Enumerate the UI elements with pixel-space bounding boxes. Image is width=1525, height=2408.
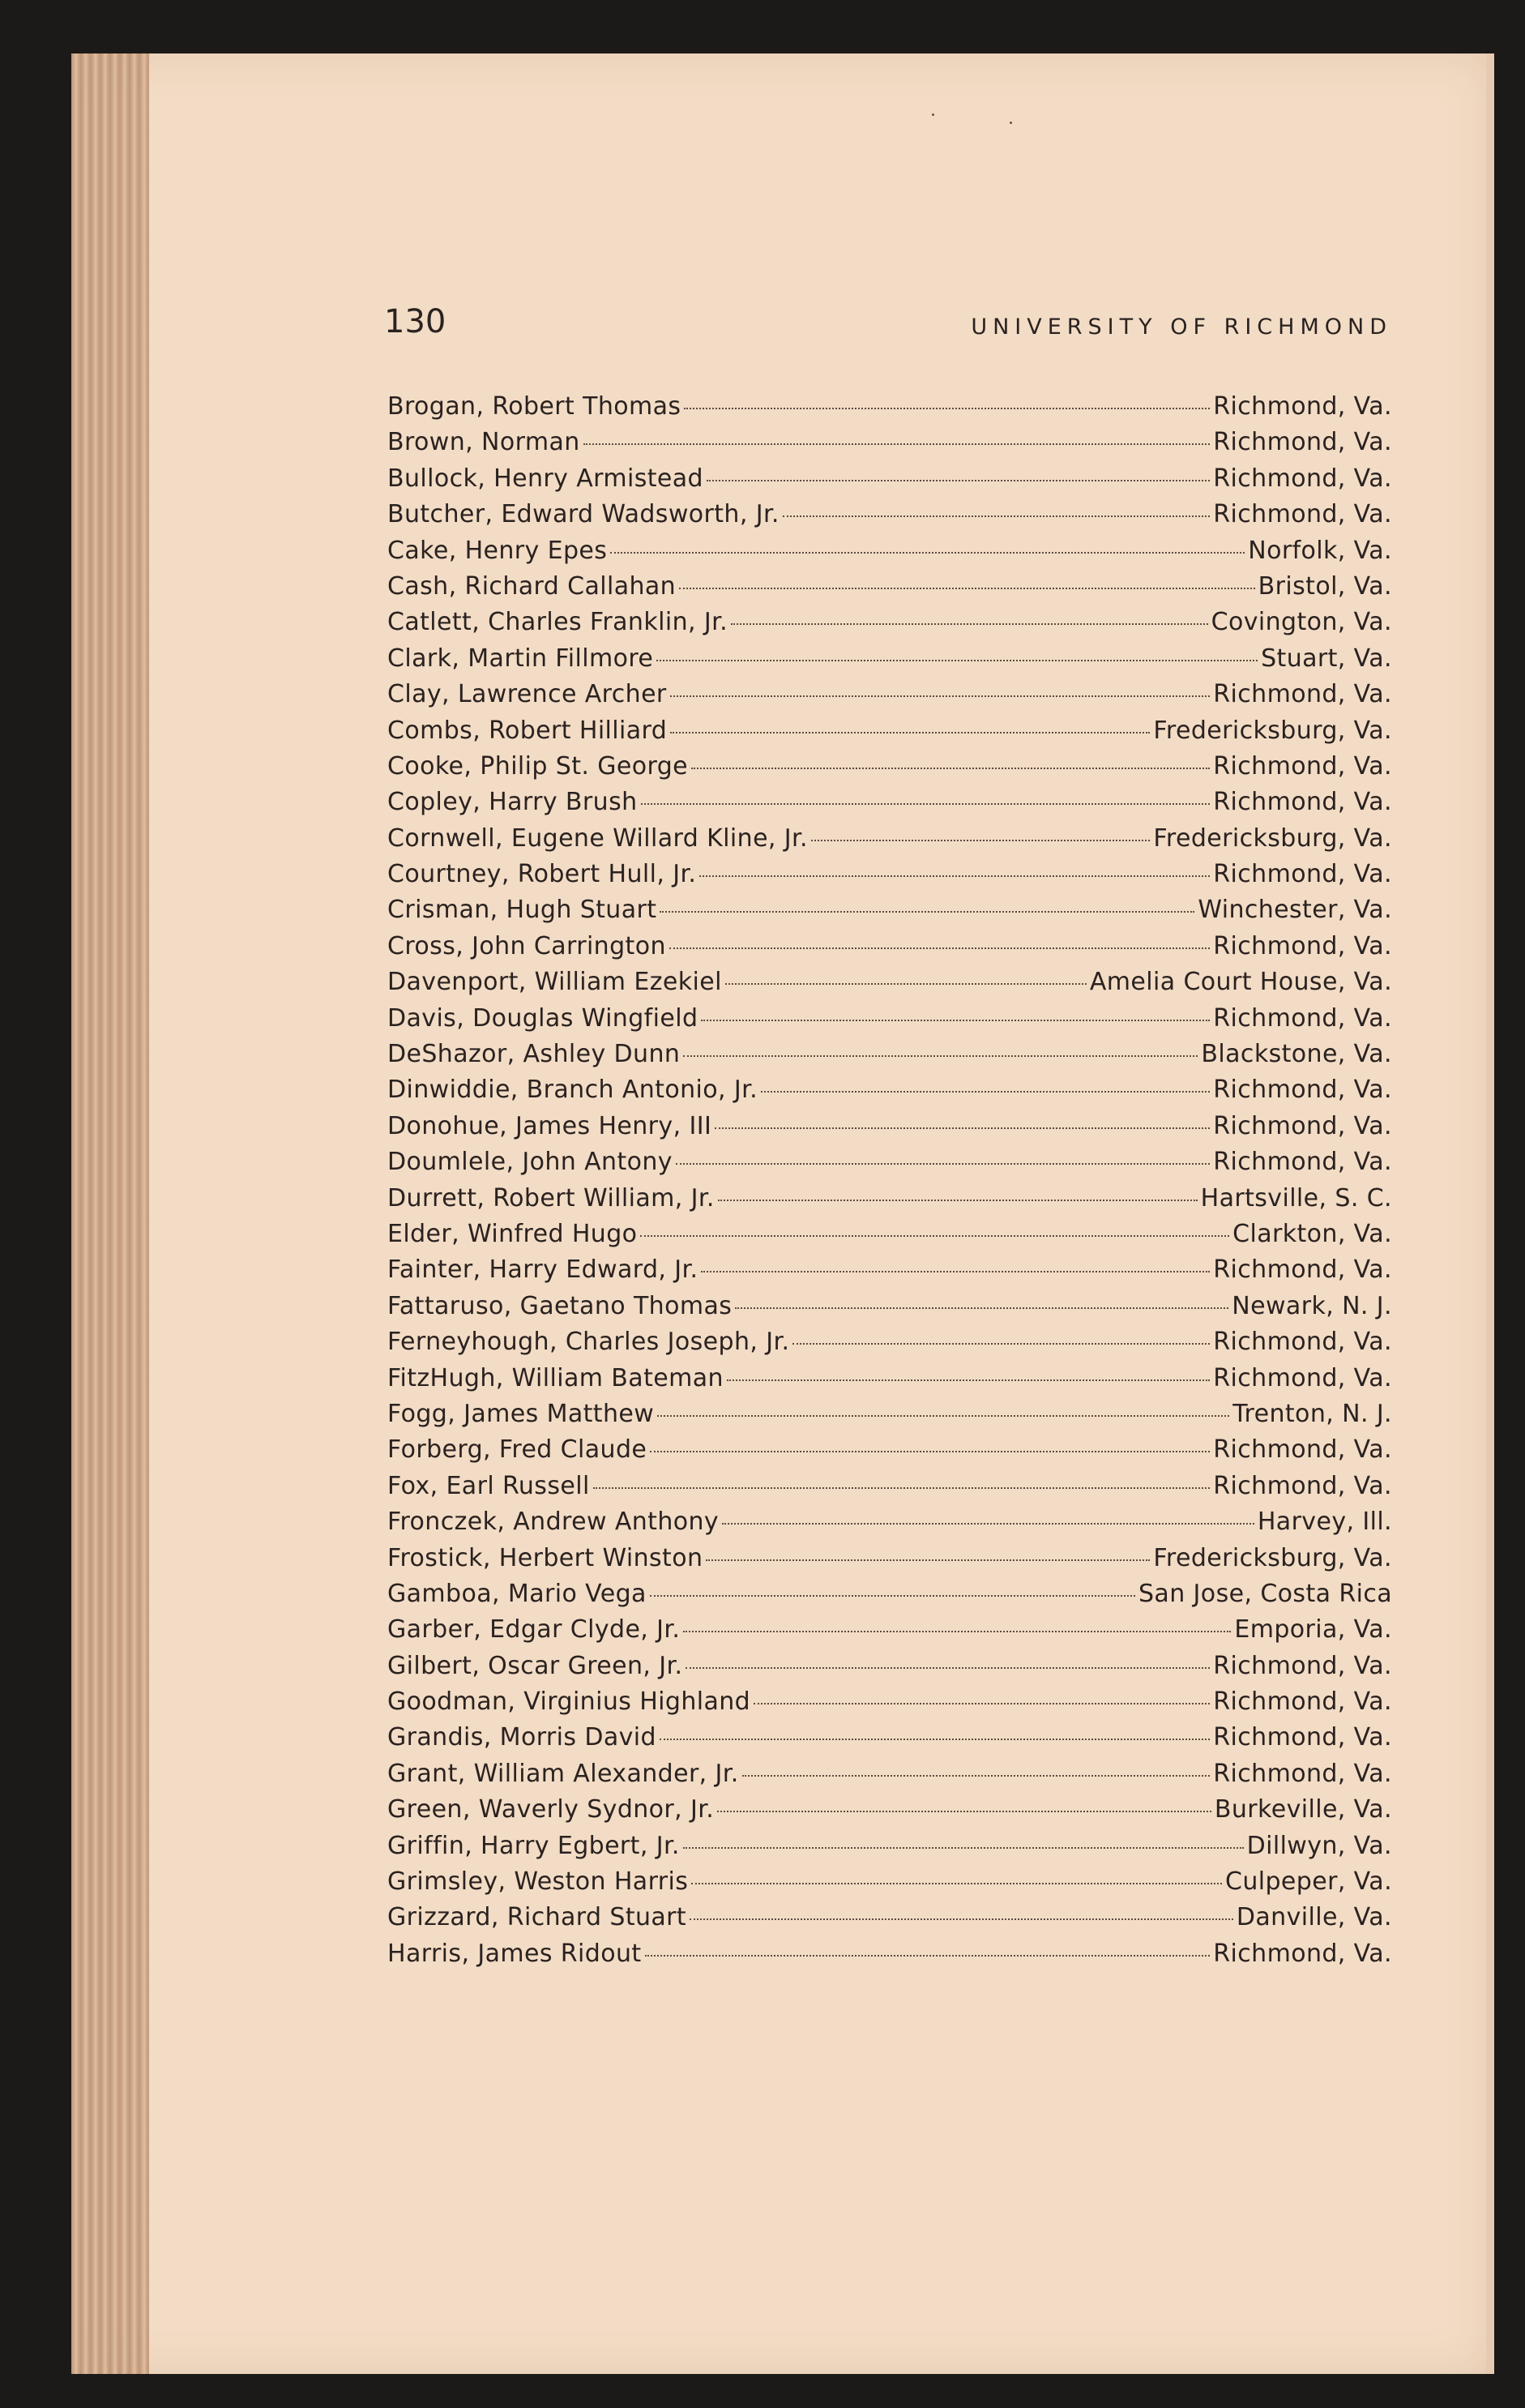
roster-entry <box>387 716 1392 752</box>
dot-leader <box>690 1918 1233 1920</box>
roster-entry <box>387 1220 1392 1255</box>
dot-leader <box>742 1775 1211 1777</box>
hometown: Norfolk, Va. <box>1248 536 1392 565</box>
hometown: Trenton, N. J. <box>1232 1399 1392 1428</box>
student-name: Fogg, James Matthew <box>387 1399 655 1428</box>
dot-leader <box>610 552 1245 554</box>
dot-leader <box>660 1739 1210 1740</box>
student-name: Durrett, Robert William, Jr. <box>387 1183 715 1213</box>
roster-entry <box>387 1940 1392 1975</box>
student-name: Fronczek, Andrew Anthony <box>387 1508 720 1537</box>
hometown: Clarkton, Va. <box>1232 1219 1392 1248</box>
dot-leader <box>706 1559 1150 1561</box>
student-roster <box>387 392 1392 1975</box>
hometown: Richmond, Va. <box>1213 860 1392 889</box>
dot-leader <box>660 911 1194 913</box>
page-edge-stack <box>71 53 149 2374</box>
dot-leader <box>684 408 1210 409</box>
roster-entry <box>387 572 1392 608</box>
hometown: Richmond, Va. <box>1213 428 1392 457</box>
student-name: Harris, James Ridout <box>387 1939 642 1968</box>
roster-entry <box>387 428 1392 464</box>
roster-entry <box>387 1004 1392 1040</box>
hometown: Richmond, Va. <box>1213 788 1392 817</box>
student-name: Cornwell, Eugene Willard Kline, Jr. <box>387 823 808 853</box>
hometown: Richmond, Va. <box>1213 1255 1392 1285</box>
dot-leader <box>717 1811 1211 1812</box>
dot-leader <box>645 1955 1211 1957</box>
dot-leader <box>650 1595 1135 1597</box>
hometown: Winchester, Va. <box>1198 896 1392 925</box>
roster-entry <box>387 500 1392 536</box>
hometown: Richmond, Va. <box>1213 464 1392 493</box>
hometown: Richmond, Va. <box>1213 1723 1392 1752</box>
student-name: Ferneyhough, Charles Joseph, Jr. <box>387 1328 790 1357</box>
roster-entry <box>387 824 1392 860</box>
dot-leader <box>691 768 1210 769</box>
student-name: Green, Waverly Sydnor, Jr. <box>387 1795 715 1824</box>
hometown: Richmond, Va. <box>1213 392 1392 421</box>
hometown: Richmond, Va. <box>1213 1076 1392 1105</box>
dot-leader <box>670 732 1150 734</box>
roster-entry <box>387 608 1392 644</box>
student-name: Brown, Norman <box>387 428 580 457</box>
roster-entry <box>387 1832 1392 1867</box>
hometown: Blackstone, Va. <box>1201 1040 1392 1069</box>
page-header <box>384 303 1392 352</box>
hometown: Danville, Va. <box>1236 1903 1392 1932</box>
dot-leader <box>683 1847 1244 1849</box>
student-name: Fainter, Harry Edward, Jr. <box>387 1255 698 1285</box>
hometown: Bristol, Va. <box>1258 571 1392 601</box>
student-name: Catlett, Charles Franklin, Jr. <box>387 608 728 637</box>
roster-entry <box>387 680 1392 716</box>
student-name: Bullock, Henry Armistead <box>387 464 703 493</box>
dot-leader <box>783 515 1210 517</box>
paper-speck <box>1010 122 1012 124</box>
roster-entry <box>387 752 1392 788</box>
hometown: Fredericksburg, Va. <box>1153 823 1392 853</box>
hometown: Amelia Court House, Va. <box>1089 968 1392 997</box>
roster-entry <box>387 896 1392 931</box>
roster-entry <box>387 1795 1392 1831</box>
dot-leader <box>707 480 1210 481</box>
student-name: Combs, Robert Hilliard <box>387 716 668 745</box>
hometown: Culpeper, Va. <box>1224 1867 1392 1897</box>
dot-leader <box>683 1631 1231 1632</box>
dot-leader <box>679 588 1255 589</box>
roster-entry <box>387 1076 1392 1111</box>
dot-leader <box>657 1415 1229 1417</box>
hometown: San Jose, Costa Rica <box>1138 1579 1392 1608</box>
dot-leader <box>670 695 1211 697</box>
hometown: Stuart, Va. <box>1261 644 1392 673</box>
student-name: Griffin, Harry Egbert, Jr. <box>387 1831 680 1860</box>
dot-leader <box>650 1451 1210 1452</box>
dot-leader <box>701 1271 1210 1272</box>
student-name: Clark, Martin Fillmore <box>387 644 654 673</box>
student-name: Forberg, Fred Claude <box>387 1435 647 1465</box>
dot-leader <box>656 660 1258 661</box>
student-name: Garber, Edgar Clyde, Jr. <box>387 1615 681 1645</box>
roster-entry <box>387 1723 1392 1759</box>
student-name: Gilbert, Oscar Green, Jr. <box>387 1651 683 1680</box>
hometown: Richmond, Va. <box>1213 751 1392 781</box>
roster-entry <box>387 1112 1392 1148</box>
dot-leader <box>641 803 1211 805</box>
running-title: UNIVERSITY OF RICHMOND <box>971 314 1392 340</box>
hometown: Richmond, Va. <box>1213 1651 1392 1680</box>
hometown: Richmond, Va. <box>1213 1111 1392 1140</box>
roster-entry <box>387 1760 1392 1795</box>
student-name: Elder, Winfred Hugo <box>387 1219 638 1248</box>
dot-leader <box>792 1343 1210 1345</box>
student-name: Doumlele, John Antony <box>387 1148 673 1177</box>
student-name: Fattaruso, Gaetano Thomas <box>387 1291 733 1320</box>
roster-entry <box>387 932 1392 968</box>
roster-entry <box>387 537 1392 572</box>
roster-entry <box>387 1687 1392 1723</box>
roster-entry <box>387 1615 1392 1651</box>
hometown: Richmond, Va. <box>1213 1328 1392 1357</box>
student-name: Grizzard, Richard Stuart <box>387 1903 687 1932</box>
roster-entry <box>387 1148 1392 1183</box>
dot-leader <box>691 1883 1222 1884</box>
hometown: Fredericksburg, Va. <box>1153 716 1392 745</box>
dot-leader <box>725 983 1087 985</box>
hometown: Covington, Va. <box>1211 608 1392 637</box>
hometown: Richmond, Va. <box>1213 1003 1392 1033</box>
roster-entry <box>387 788 1392 823</box>
page-right-edge <box>1486 53 1494 2374</box>
roster-entry <box>387 1867 1392 1903</box>
hometown: Richmond, Va. <box>1213 1939 1392 1968</box>
dot-leader <box>722 1523 1254 1525</box>
roster-entry <box>387 1184 1392 1220</box>
hometown: Fredericksburg, Va. <box>1153 1543 1392 1572</box>
dot-leader <box>735 1307 1228 1309</box>
paper-speck <box>932 113 934 116</box>
student-name: Cooke, Philip St. George <box>387 751 689 781</box>
hometown: Richmond, Va. <box>1213 680 1392 709</box>
dot-leader <box>686 1667 1210 1669</box>
roster-entry <box>387 1652 1392 1687</box>
student-name: Grimsley, Weston Harris <box>387 1867 689 1897</box>
student-name: Gamboa, Mario Vega <box>387 1579 647 1608</box>
student-name: Grandis, Morris David <box>387 1723 656 1752</box>
student-name: Fox, Earl Russell <box>387 1471 590 1500</box>
dot-leader <box>715 1127 1210 1129</box>
roster-entry <box>387 1472 1392 1508</box>
roster-entry <box>387 464 1392 500</box>
dot-leader <box>718 1200 1198 1201</box>
dot-leader <box>676 1163 1210 1165</box>
student-name: DeShazor, Ashley Dunn <box>387 1040 681 1069</box>
roster-entry <box>387 1328 1392 1363</box>
student-name: Copley, Harry Brush <box>387 788 638 817</box>
hometown: Richmond, Va. <box>1213 500 1392 529</box>
student-name: Donohue, James Henry, III <box>387 1111 712 1140</box>
student-name: Brogan, Robert Thomas <box>387 392 681 421</box>
roster-entry <box>387 644 1392 680</box>
roster-entry <box>387 1544 1392 1580</box>
dot-leader <box>583 443 1211 445</box>
roster-entry <box>387 968 1392 1003</box>
roster-entry <box>387 1903 1392 1939</box>
student-name: Butcher, Edward Wadsworth, Jr. <box>387 500 780 529</box>
student-name: Cake, Henry Epes <box>387 536 608 565</box>
student-name: Frostick, Herbert Winston <box>387 1543 703 1572</box>
hometown: Dillwyn, Va. <box>1246 1831 1392 1860</box>
hometown: Richmond, Va. <box>1213 1471 1392 1500</box>
student-name: Clay, Lawrence Archer <box>387 680 667 709</box>
dot-leader <box>701 1020 1210 1021</box>
dot-leader <box>640 1235 1229 1237</box>
student-name: Davenport, William Ezekiel <box>387 968 722 997</box>
student-name: Cross, John Carrington <box>387 931 666 960</box>
roster-entry <box>387 392 1392 428</box>
hometown: Emporia, Va. <box>1234 1615 1392 1645</box>
hometown: Richmond, Va. <box>1213 1435 1392 1465</box>
student-name: Crisman, Hugh Stuart <box>387 896 657 925</box>
roster-entry <box>387 860 1392 896</box>
hometown: Richmond, Va. <box>1213 931 1392 960</box>
student-name: Dinwiddie, Branch Antonio, Jr. <box>387 1076 758 1105</box>
hometown: Hartsville, S. C. <box>1200 1183 1392 1213</box>
hometown: Richmond, Va. <box>1213 1759 1392 1788</box>
roster-entry <box>387 1508 1392 1543</box>
student-name: Goodman, Virginius Highland <box>387 1687 751 1717</box>
dot-leader <box>683 1055 1198 1057</box>
hometown: Newark, N. J. <box>1232 1291 1392 1320</box>
roster-entry <box>387 1364 1392 1400</box>
dot-leader <box>593 1487 1211 1489</box>
roster-entry <box>387 1400 1392 1435</box>
dot-leader <box>669 947 1210 949</box>
dot-leader <box>731 623 1208 625</box>
student-name: Courtney, Robert Hull, Jr. <box>387 860 697 889</box>
page-number: 130 <box>384 303 446 340</box>
student-name: Davis, Douglas Wingfield <box>387 1003 698 1033</box>
student-name: Grant, William Alexander, Jr. <box>387 1759 739 1788</box>
roster-entry <box>387 1580 1392 1615</box>
student-name: Cash, Richard Callahan <box>387 571 677 601</box>
hometown: Harvey, Ill. <box>1257 1508 1392 1537</box>
roster-entry <box>387 1040 1392 1076</box>
roster-entry <box>387 1255 1392 1291</box>
dot-leader <box>699 875 1210 877</box>
hometown: Richmond, Va. <box>1213 1148 1392 1177</box>
dot-leader <box>811 840 1150 841</box>
student-name: FitzHugh, William Bateman <box>387 1363 724 1392</box>
dot-leader <box>754 1703 1210 1704</box>
roster-entry <box>387 1292 1392 1328</box>
hometown: Richmond, Va. <box>1213 1363 1392 1392</box>
roster-entry <box>387 1435 1392 1471</box>
hometown: Burkeville, Va. <box>1214 1795 1392 1824</box>
dot-leader <box>761 1091 1210 1093</box>
hometown: Richmond, Va. <box>1213 1687 1392 1717</box>
dot-leader <box>727 1379 1210 1381</box>
